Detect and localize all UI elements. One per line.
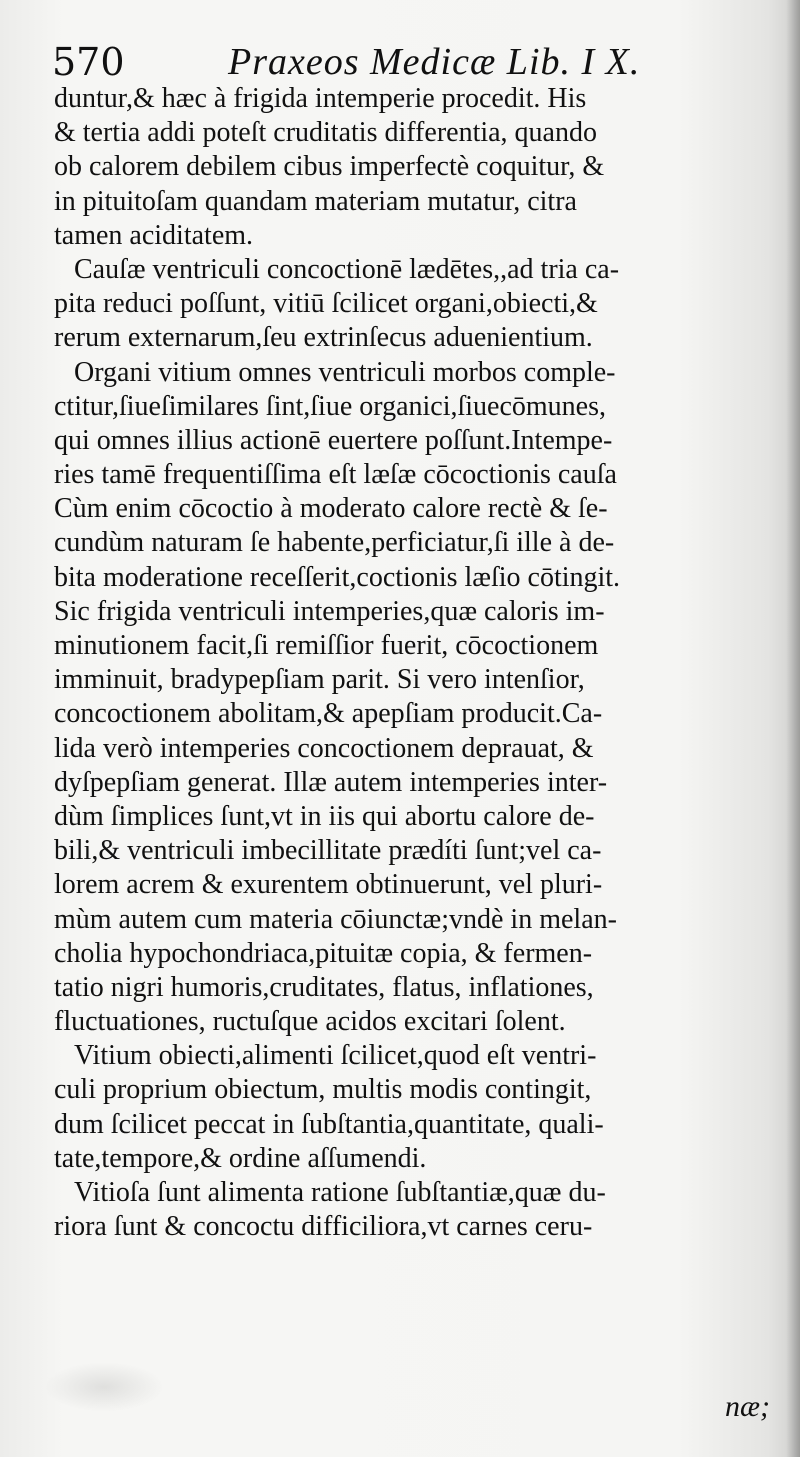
paragraph-start-line: Cauſæ ventriculi concoctionē lædētes,,ad tria ca- bbox=[74, 253, 620, 285]
text-line: bita moderatione receſſerit,coctionis læſio cōtingit. bbox=[54, 561, 621, 593]
text-line: imminuit, bradypepſiam parit. Si vero intenſior, bbox=[54, 664, 585, 696]
text-line: qui omnes illius actionē euertere poſſunt.Intempe- bbox=[54, 424, 613, 456]
body-text bbox=[54, 82, 774, 1244]
text-line: lorem acrem & exurentem obtinuerunt, vel pluri- bbox=[54, 869, 603, 901]
page-number: 570 bbox=[52, 40, 125, 84]
page-edge-shadow bbox=[786, 0, 800, 1457]
text-line: Sic frigida ventriculi intemperies,quæ caloris im- bbox=[54, 595, 605, 627]
ink-smudge bbox=[44, 1362, 164, 1412]
text-line: rerum externarum,ſeu extrinſecus aduenientium. bbox=[54, 322, 593, 354]
text-line: duntur,& hæc à frigida intemperie procedit. His bbox=[54, 83, 587, 114]
text-line: ries tamē frequentiſſima eſt læſæ cōcoctionis cauſa bbox=[54, 459, 617, 491]
text-line: lida verò intemperies concoctionem deprauat, & bbox=[54, 732, 594, 764]
text-line: tate,tempore,& ordine aſſumendi. bbox=[54, 1142, 427, 1174]
text-line: minutionem facit,ſi remiſſior fuerit, cōcoctionem bbox=[54, 630, 599, 661]
text-line: bili,& ventriculi imbecillitate prædíti ſunt;vel ca- bbox=[54, 835, 602, 867]
running-head: Praxeos Medicæ Lib. I X. bbox=[228, 41, 641, 83]
text-line: & tertia addi poteſt cruditatis differentia, quando bbox=[54, 117, 597, 149]
text-line: in pituitoſam quandam materiam mutatur, citra bbox=[54, 185, 577, 217]
text-line: pita reduci poſſunt, vitiū ſcilicet organi,obiecti,& bbox=[54, 288, 598, 320]
paragraph-start-line: Vitium obiecti,alimenti ſcilicet,quod eſt ventri- bbox=[74, 1040, 597, 1072]
text-line: tamen aciditatem. bbox=[54, 219, 254, 251]
text-line: concoctionem abolitam,& apepſiam producit.Ca- bbox=[54, 698, 603, 730]
text-line: riora ſunt & concoctu difficiliora,vt carnes ceru- bbox=[54, 1211, 593, 1243]
text-line: cundùm naturam ſe habente,perficiatur,ſi ille à de- bbox=[54, 527, 615, 559]
text-line: tatio nigri humoris,cruditates, flatus, inflationes, bbox=[54, 971, 594, 1003]
text-line: fluctuationes, ructuſque acidos excitari ſolent. bbox=[54, 1006, 566, 1038]
text-line: dum ſcilicet peccat in ſubſtantia,quantitate, quali- bbox=[54, 1108, 604, 1140]
paragraph-start-line: Organi vitium omnes ventriculi morbos comple- bbox=[74, 356, 616, 388]
text-line: ctitur,ſiueſimilares ſint,ſiue organici,ſiuecōmunes, bbox=[54, 390, 607, 422]
text-line: mùm autem cum materia cōiunctæ;vndè in melan- bbox=[54, 903, 617, 935]
paragraph-start-line: Vitioſa ſunt alimenta ratione ſubſtantiæ,quæ du- bbox=[74, 1177, 606, 1208]
text-line: dùm ſimplices ſunt,vt in iis qui abortu calore de- bbox=[54, 800, 595, 832]
catchword: næ; bbox=[725, 1390, 770, 1423]
text-line: Cùm enim cōcoctio à moderato calore rectè & ſe- bbox=[54, 493, 608, 525]
text-line: ob calorem debilem cibus imperfectè coquitur, & bbox=[54, 151, 605, 183]
page-header bbox=[52, 40, 752, 88]
text-line: culi proprium obiectum, multis modis contingit, bbox=[54, 1074, 592, 1106]
text-line: cholia hypochondriaca,pituitæ copia, & fermen- bbox=[54, 937, 593, 969]
text-line: dyſpepſiam generat. Illæ autem intemperies inter- bbox=[54, 766, 608, 798]
